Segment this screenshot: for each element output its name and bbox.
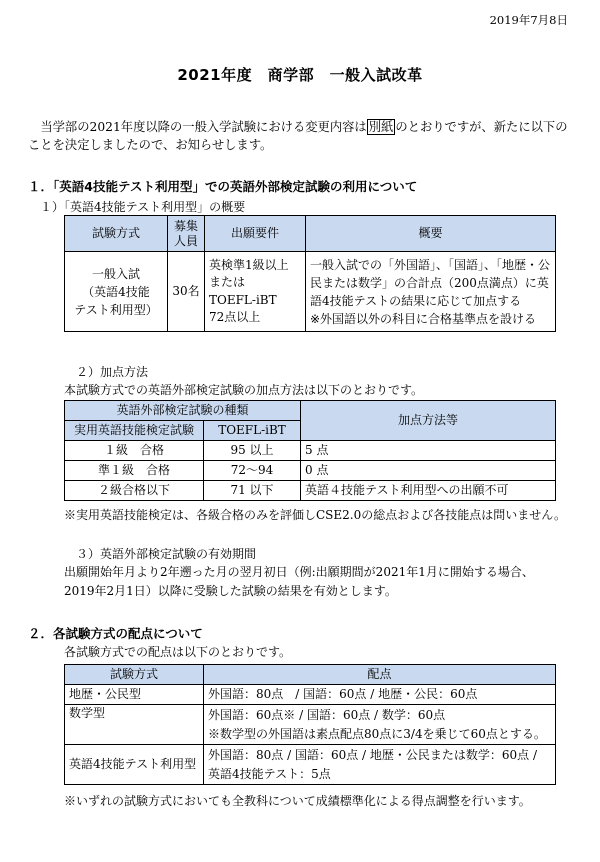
method-cell: 数学型: [65, 705, 204, 745]
overview-header-summary: 概要: [306, 216, 556, 252]
overview-header-capacity: 募集人員: [168, 216, 205, 252]
allocation-table: [64, 664, 556, 785]
section1-heading: １．「英語4技能テスト利用型」での英語外部検定試験の利用について: [28, 179, 418, 194]
method-cell: 英語4技能テスト利用型: [65, 745, 204, 785]
intro-text-before: 当学部の2021年度以降の一般入学試験における変更内容は: [40, 120, 367, 134]
toefl-cell: 95 以上: [204, 441, 301, 461]
page-title: 2021年度 商学部 一般入試改革: [177, 66, 423, 84]
allocation-cell: 外国語：80点 / 国語：60点 / 地歴・公民または数学：60点 / 英語4技能テスト：5点: [204, 745, 556, 785]
points-header-toefl: TOEFL-iBT: [204, 421, 301, 441]
overview-table: [64, 215, 556, 332]
allocation-lead: 各試験方式での配点は以下のとおりです。: [64, 645, 292, 659]
eiken-cell: １級 合格: [65, 441, 204, 461]
intro-text-after: のとおりですが、新たに以下のことを決定しましたので、お知らせします。: [28, 120, 568, 152]
document-date: 2019年7月8日: [489, 13, 568, 27]
eiken-cell: ２級合格以下: [65, 481, 204, 501]
points-cell: 英語４技能テスト利用型への出願不可: [301, 481, 556, 501]
toefl-cell: 71 以下: [204, 481, 301, 501]
eiken-cell: 準１級 合格: [65, 461, 204, 481]
section1-sub3-heading: ３）英語外部検定試験の有効期間: [76, 547, 257, 561]
allocation-cell: 外国語：80点 / 国語：60点 / 地歴・公民：60点: [204, 685, 556, 705]
points-cell: 0 点: [301, 461, 556, 481]
table-row: [65, 481, 556, 501]
points-table: [64, 400, 556, 501]
table-row: [65, 461, 556, 481]
allocation-header-points: 配点: [204, 665, 556, 685]
attachment-reference: 別紙: [368, 120, 394, 134]
method-cell: 地歴・公民型: [65, 685, 204, 705]
section1-sub2-heading: ２）加点方法: [76, 365, 149, 379]
table-row: [65, 745, 556, 785]
toefl-cell: 72～94: [204, 461, 301, 481]
table-row: [65, 705, 556, 745]
section2-heading: ２．各試験方式の配点について: [28, 626, 203, 641]
table-row: [65, 685, 556, 705]
points-group-header: 英語外部検定試験の種類: [65, 401, 301, 421]
points-lead: 本試験方式での英語外部検定試験の加点方法は以下のとおりです。: [64, 383, 424, 397]
points-cell: 5 点: [301, 441, 556, 461]
allocation-cell: 外国語：60点※ / 国語：60点 / 数学：60点 ※数学型の外国語は素点配点80点に3/4を乗じて60点とする。: [204, 705, 556, 745]
overview-summary-cell: 一般入試での「外国語」、「国語」、「地歴・公民または数学」の合計点（200点満点）に英語4技能テストの結果に応じて加点する ※外国語以外の科目に合格基準点を設ける: [306, 252, 556, 332]
points-header-eiken: 実用英語技能検定試験: [65, 421, 204, 441]
points-header-method: 加点方法等: [301, 401, 556, 441]
overview-capacity-cell: 30名: [168, 252, 205, 332]
overview-header-method: 試験方式: [65, 216, 168, 252]
allocation-header-method: 試験方式: [65, 665, 204, 685]
overview-requirement-cell: 英検準1級以上 または TOEFL-iBT 72点以上: [205, 252, 306, 332]
overview-method-cell: 一般入試 （英語4技能 テスト利用型）: [65, 252, 168, 332]
allocation-note: ※いずれの試験方式においても全教科について成績標準化による得点調整を行います。: [64, 794, 531, 808]
section1-sub1-heading: １）「英語4技能テスト利用型」の概要: [40, 200, 246, 214]
validity-text: 出願開始年月より2年遡った月の翌月初日（例:出願期間が2021年1月に開始する場合、2019年2月1日）以降に受験した試験の結果を有効とします。: [64, 565, 534, 598]
table-row: [65, 441, 556, 461]
points-note: ※実用英語技能検定は、各級合格のみを評価しCSE2.0の総点および各技能点は問いません。: [64, 508, 566, 522]
overview-header-requirement: 出願要件: [205, 216, 306, 252]
intro-paragraph: [28, 118, 574, 154]
